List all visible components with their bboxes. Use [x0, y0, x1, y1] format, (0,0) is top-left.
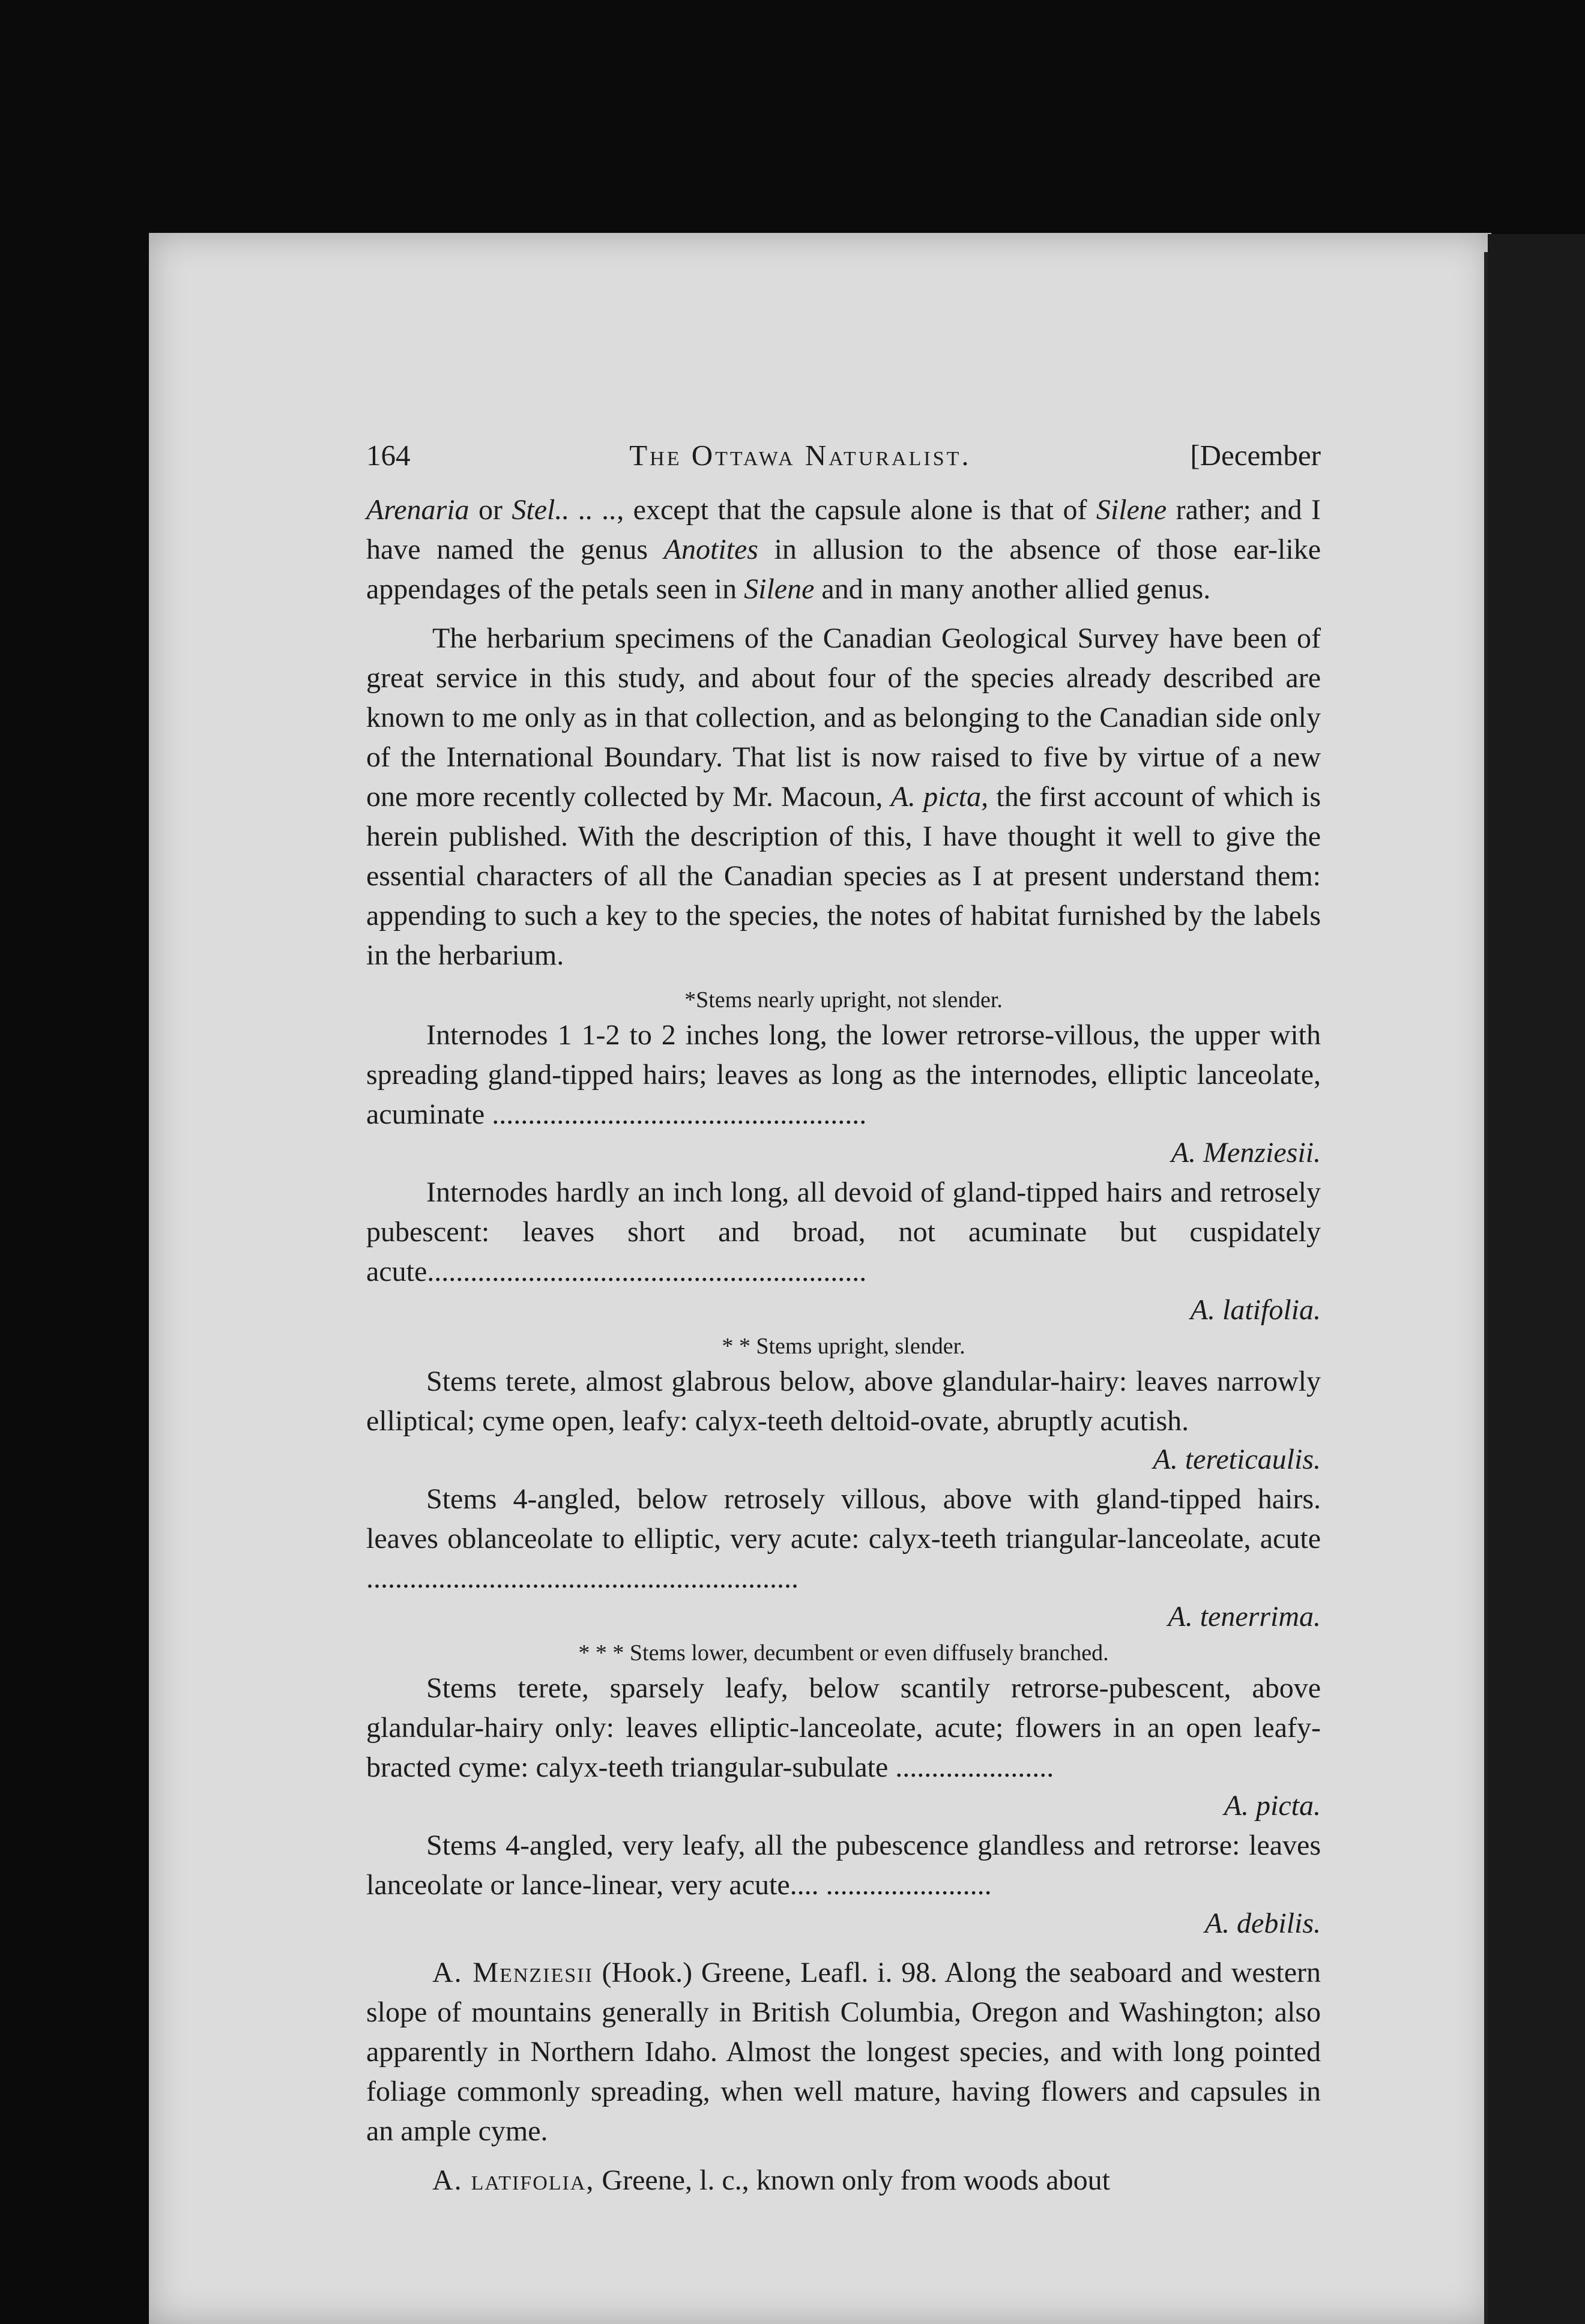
key-entry: Stems 4-angled, below retrosely villous, above with gland-tipped hairs. leaves oblanceolate to elliptic, very acute: calyx-teeth triangular-lanceolate, acute ............................................................ A. tenerrima. [366, 1483, 1321, 1633]
key-entry: Stems terete, almost glabrous below, above glandular-hairy: leaves narrowly elliptical; cyme open, leafy: calyx-teeth deltoid-ovate, abruptly acutish. A. tereticaulis. [366, 1365, 1321, 1475]
herbarium-paragraph: The herbarium specimens of the Canadian Geological Survey have been of great service in this study, and about four of the species already described are known to me only as in that collection, and as belonging to the Canadian side only of the International Boundary. That list is now raised to five by virtue of a new one more recently collected by Mr. Macoun, A. picta, the first account of which is herein published. With the description of this, I have thought it well to give the essential characters of all the Canadian species as I at present understand them: appending to such a key to the species, the notes of habitat furnished by the labels in the herbarium. [366, 622, 1321, 971]
page-header [366, 438, 1321, 472]
key-entry: Internodes 1 1-2 to 2 inches long, the lower retrorse-villous, the upper with spreading gland-tipped hairs; leaves as long as the internodes, elliptic lanceolate, acuminate .................................................... A. Menziesii. [366, 1019, 1321, 1169]
species-key [366, 986, 1321, 1943]
key-entry: Internodes hardly an inch long, all devoid of gland-tipped hairs and retrosely pubescent: leaves short and broad, not acuminate but cuspidately acute............................................................. A. latifolia. [366, 1176, 1321, 1326]
key-entry: Stems 4-angled, very leafy, all the pubescence glandless and retrorse: leaves lanceolate or lance-linear, very acute.... ....................... A. debilis. [366, 1829, 1321, 1939]
key-entry: Stems terete, sparsely leafy, below scantily retrorse-pubescent, above glandular-hairy only: leaves elliptic-lanceolate, acute; flowers in an open leafy-bracted cyme: calyx-teeth triangular-subulate ...................... A. picta. [366, 1672, 1321, 1822]
intro-paragraph: Arenaria or Stel.. .. .., except that the capsule alone is that of Silene rather; and I have named the genus Anotites in allusion to the absence of those ear-like appendages of the petals seen in Silene and in many another allied genus. [366, 494, 1321, 605]
adjacent-page-strip [1488, 234, 1585, 2324]
key-group-2: * * Stems upright, slender. [722, 1334, 965, 1359]
menziesii-paragraph: A. Menziesii (Hook.) Greene, Leafl. i. 98. Along the seaboard and western slope of mountains generally in British Columbia, Oregon and Washington; also apparently in Northern Idaho. Almost the longest species, and with long pointed foliage commonly spreading, when well mature, having flowers and capsules in an ample cyme. [366, 1957, 1321, 2147]
running-title: The Ottawa Naturalist. [629, 439, 971, 472]
key-group-3: * * * Stems lower, decumbent or even diffusely branched. [578, 1640, 1109, 1666]
latifolia-paragraph: A. latifolia, Greene, l. c., known only from woods about [432, 2164, 1110, 2196]
page-number: 164 [366, 439, 411, 472]
month-label: [December [1190, 439, 1321, 472]
key-group-1: *Stems nearly upright, not slender. [684, 987, 1003, 1013]
page-text [366, 438, 1321, 2200]
